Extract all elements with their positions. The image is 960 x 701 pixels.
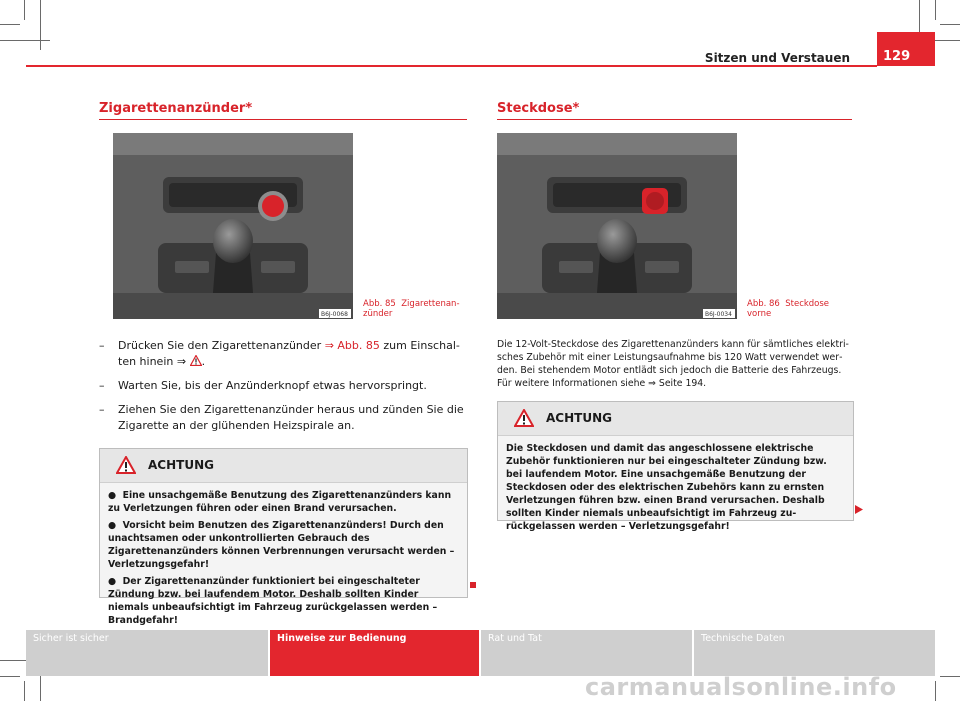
crop-mark bbox=[935, 681, 936, 701]
socket-description: Die 12-Volt-Steckdose des Zigarettenanzünders kann für sämtliches elektrisches Zubehör mit einer Leistungsaufnahme bis 120 Watt verwendet werden. Bei stehendem Motor entlädt sich jedoch die Batterie des Fahrzeugs. Für weitere Informationen siehe ⇒ Seite 194. bbox=[497, 339, 849, 389]
warning-body: Die Steckdosen und damit das angeschlossene elektrische Zubehör funktionieren nur bei eingeschalteter Zündung bzw. bei laufendem Motor. Eine unsachgemäße Benutzung der Steckdosen oder des elektrischen Zubehörs kann zu ernsten Verletzungen führen bzw. einen Brand verursachen. Deshalb sollten Kinder niemals unbeaufsichtigt im Fahrzeug zurückgelassen werden – Verletzungsgefahr! bbox=[506, 443, 827, 532]
warning-item: ● Der Zigarettenanzünder funktioniert bei eingeschalteter Zündung bzw. bei laufendem Motor. Deshalb sollten Kinder niemals unbeaufsichtigt im Fahrzeug zurückgelassen werden – Brandgefahr! bbox=[108, 576, 438, 626]
caption-text: Steckdose vorne bbox=[747, 299, 830, 319]
lighter-photo bbox=[113, 133, 353, 319]
warning-item: ● Vorsicht beim Benutzen des Zigarettenanzünders! Durch den unachtsamen oder unkontrollierten Gebrauch des Zigarettenanzünders können Verbrennungen verursacht werden – Verletzungsgefahr! bbox=[108, 520, 455, 570]
section-rule bbox=[99, 119, 467, 120]
step-3: – Ziehen Sie den Zigarettenanzünder heraus und zünden Sie die Zigarette an der glühenden Heizspirale an. bbox=[99, 403, 464, 432]
warning-box-socket bbox=[497, 401, 854, 532]
caption-number: Abb. 85 bbox=[363, 299, 396, 309]
warning-triangle-icon bbox=[514, 409, 534, 427]
crop-mark bbox=[24, 0, 25, 20]
crop-mark bbox=[940, 676, 960, 677]
crop-mark bbox=[40, 0, 41, 50]
header-rule bbox=[26, 65, 877, 67]
footer-tab-technical[interactable]: Technische Daten bbox=[694, 630, 935, 676]
page-number: 129 bbox=[883, 49, 911, 64]
figure-caption-86 bbox=[747, 299, 847, 319]
page-number-badge bbox=[877, 32, 935, 66]
section-rule bbox=[497, 119, 852, 120]
continue-arrow-icon bbox=[855, 505, 863, 514]
warning-item: ● Eine unsachgemäße Benutzung des Zigarettenanzünders kann zu Verletzungen führen oder einen Brand verursachen. bbox=[108, 490, 452, 514]
warning-header bbox=[498, 402, 853, 436]
step-2: – Warten Sie, bis der Anzünderknopf etwas hervorspringt. bbox=[99, 379, 427, 392]
step-1: – Drücken Sie den Zigarettenanzünder ⇒ Abb. 85 zum Einschalten hinein ⇒ . bbox=[99, 339, 460, 368]
section-title-socket: Steckdose* bbox=[497, 101, 580, 116]
footer-tab-safety[interactable]: Sicher ist sicher bbox=[26, 630, 268, 676]
footer-tab-operation[interactable]: Hinweise zur Bedienung bbox=[270, 630, 479, 676]
warning-box-lighter bbox=[99, 448, 468, 626]
warning-header bbox=[100, 449, 467, 483]
crop-mark bbox=[0, 676, 20, 677]
warning-triangle-icon[interactable] bbox=[190, 355, 202, 366]
crop-mark bbox=[935, 0, 936, 20]
warning-label: ACHTUNG bbox=[546, 411, 612, 425]
image-code: B6J-0034 bbox=[705, 311, 732, 318]
section-end-marker bbox=[470, 582, 476, 588]
caption-number: Abb. 86 bbox=[747, 299, 780, 309]
warning-body bbox=[108, 489, 459, 631]
socket-photo bbox=[497, 133, 737, 319]
figure-caption-85 bbox=[363, 299, 463, 319]
running-header: Sitzen und Verstauen bbox=[704, 51, 850, 65]
warning-label: ACHTUNG bbox=[148, 458, 214, 472]
crop-mark bbox=[0, 24, 20, 25]
image-code: B6J-0068 bbox=[321, 311, 348, 318]
footer-tab-help[interactable]: Rat und Tat bbox=[481, 630, 692, 676]
figure-link[interactable]: ⇒ Abb. 85 bbox=[324, 339, 380, 352]
crop-mark bbox=[0, 40, 50, 41]
crop-mark bbox=[24, 681, 25, 701]
watermark: carmanualsonline.info bbox=[585, 673, 897, 701]
caption-text: Zigarettenanzünder bbox=[363, 299, 460, 319]
crop-mark bbox=[940, 24, 960, 25]
warning-triangle-icon bbox=[116, 456, 136, 474]
section-title-lighter: Zigarettenanzünder* bbox=[99, 101, 253, 116]
